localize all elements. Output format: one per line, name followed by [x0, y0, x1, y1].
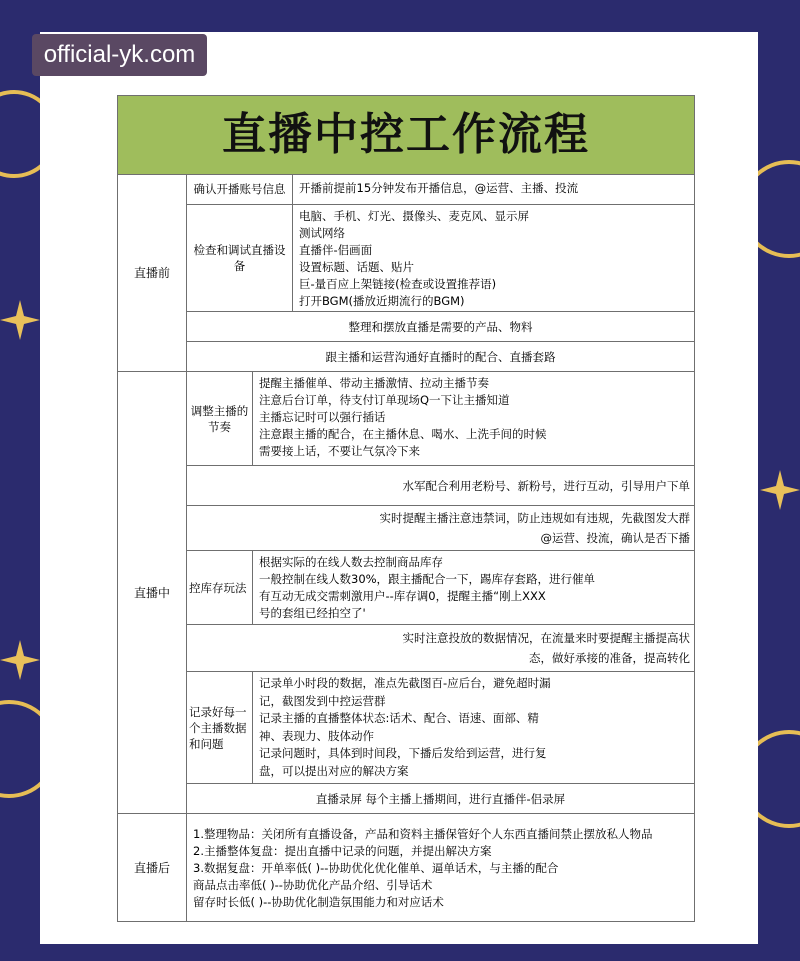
text-line: 提醒主播催单、带动主播激情、拉动主播节奏: [259, 376, 489, 390]
text-line: 注意跟主播的配合，在主播休息、喝水、上洗手间的时候: [259, 427, 547, 441]
text-line: 态，做好承接的准备，提高转化: [529, 651, 690, 665]
text-line: 商品点击率低( )--协助优化产品介绍、引导话术: [193, 878, 433, 892]
section-label-after: 直播后: [118, 813, 186, 921]
text-line: 测试网络: [299, 226, 345, 240]
text-line: 根据实际的在线人数去控制商品库存: [259, 555, 443, 569]
text-line: 记录主播的直播整体状态:话术、配合、语速、面部、精: [259, 711, 539, 725]
text-line: 记录问题时，具体到时间段，下播后发给到运营，进行复: [259, 746, 547, 760]
workflow-table: [117, 95, 695, 922]
row-text: [252, 371, 694, 465]
watermark-label: official-yk.com: [32, 34, 207, 76]
row-label: 记录好每一个主播数据和问题: [186, 671, 252, 783]
text-line: 巨-量百应上架链接(检查或设置推荐语): [299, 277, 497, 291]
row-text: [252, 550, 694, 624]
row-label: 确认开播账号信息: [186, 174, 292, 204]
row-text: [292, 204, 694, 311]
text-line: 直播伴-侣画面: [299, 243, 373, 257]
row-text: [252, 671, 694, 783]
text-line: 神、表现力、肢体动作: [259, 728, 374, 743]
text-line: 设置标题、话题、贴片: [299, 260, 414, 274]
text-line: 打开BGM(播放近期流行的BGM): [299, 294, 465, 308]
text-line: 留存时长低( )--协助优化制造氛围能力和对应话术: [193, 895, 444, 909]
row-label: 调整主播的节奏: [186, 371, 252, 465]
row-full: [186, 465, 694, 505]
text-line: 1.整理物品：关闭所有直播设备，产品和资料主播保管好个人东西直播间禁止摆放私人物品: [193, 827, 653, 841]
row-full: [186, 505, 694, 550]
section-label-before: 直播前: [133, 266, 170, 280]
row-full: 直播录屏 每个主播上播期间，进行直播伴-侣录屏: [186, 783, 694, 813]
text-line: 记，截图发到中控运营群: [259, 693, 386, 708]
row-text: [292, 174, 694, 204]
text-line: 2.主播整体复盘：提出直播中记录的问题，并提出解决方案: [193, 844, 492, 858]
row-text: [186, 813, 694, 921]
text-line: 注意后台订单，待支付订单现场Q一下让主播知道: [259, 393, 510, 407]
text-line: @运营、投流，确认是否下播: [540, 531, 690, 545]
row-label: 控库存玩法: [186, 550, 252, 624]
row-full: 整理和摆放直播是需要的产品、物料: [186, 311, 694, 341]
row-full: 跟主播和运营沟通好直播时的配合、直播套路: [186, 341, 694, 371]
text-line: 3.数据复盘：开单率低( )--协助优化优化催单、逼单话术，与主播的配合: [193, 861, 559, 875]
sparkle-icon: [0, 640, 40, 680]
row-label: 检查和调试直播设备: [186, 204, 292, 311]
sparkle-icon: [0, 300, 40, 340]
text-line: 盘，可以提出对应的解决方案: [259, 763, 409, 778]
text-line: 有互动无成交需刺激用户--库存调0，提醒主播“刚上XXX: [259, 589, 546, 603]
text-line: 主播忘记时可以强行插话: [259, 410, 386, 424]
text-line: 号的套组已经拍空了': [259, 606, 366, 620]
page-title: 直播中控工作流程: [118, 96, 694, 175]
text-line: 实时注意投放的数据情况，在流量来时要提醒主播提高状: [402, 631, 690, 645]
text-line: 水军配合利用老粉号、新粉号，进行互动，引导用户下单: [402, 478, 690, 493]
row-full: [186, 624, 694, 671]
text-line: 实时提醒主播注意违禁词，防止违规如有违规，先截图发大群: [379, 511, 690, 525]
text-line: 电脑、手机、灯光、摄像头、麦克风、显示屏: [299, 209, 529, 223]
text-line: 需要接上话，不要让气氛冷下来: [259, 444, 420, 458]
text-line: 记录单小时段的数据，准点先截图百-应后台，避免超时漏: [259, 676, 551, 690]
sparkle-icon: [760, 470, 800, 510]
text-line: 一般控制在线人数30%，跟主播配合一下，踢库存套路，进行催单: [259, 572, 596, 586]
text-line: 开播前提前15分钟发布开播信息，@运营、主播、投流: [299, 181, 579, 195]
section-label-during: 直播中: [118, 371, 186, 813]
